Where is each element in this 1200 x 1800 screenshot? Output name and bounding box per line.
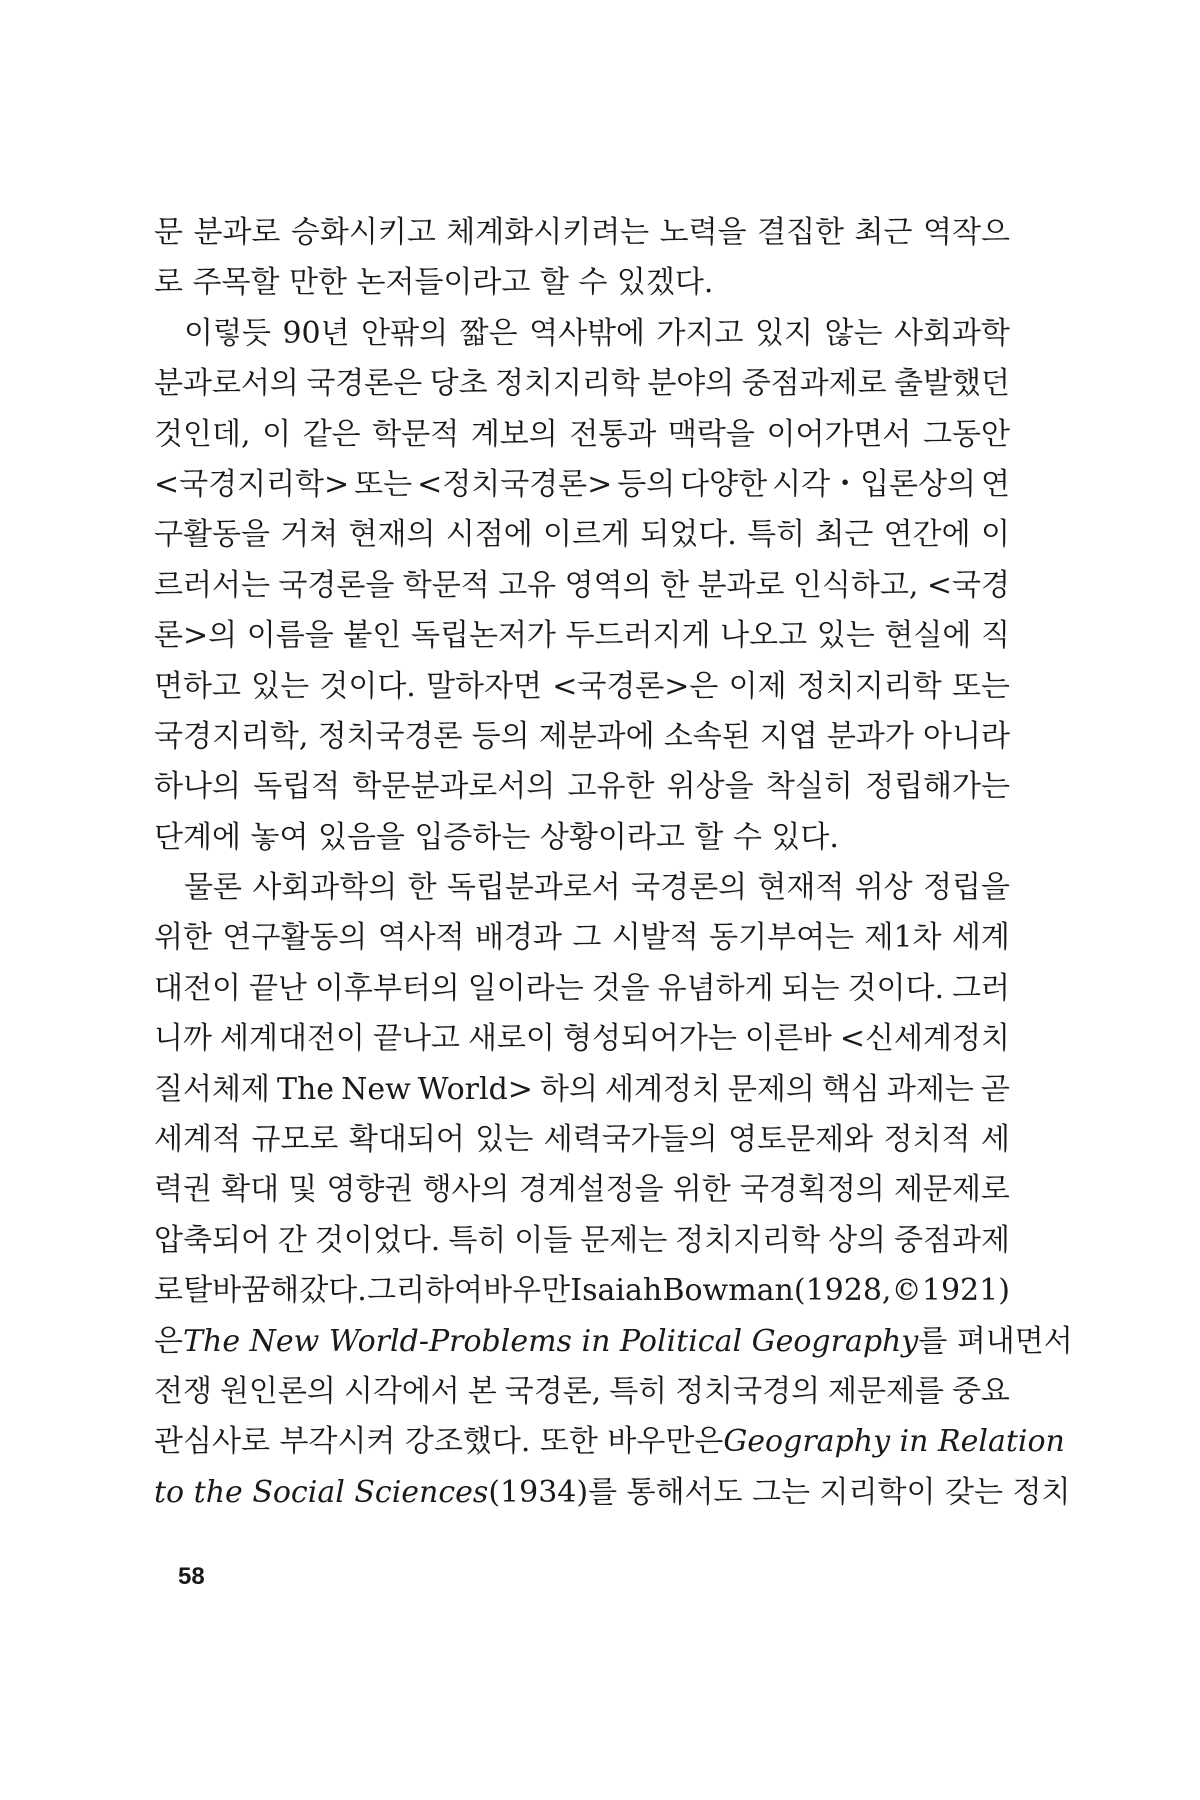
word: 정치국경론	[317, 718, 463, 754]
text-line	[154, 510, 1010, 560]
word: 분야의	[647, 366, 735, 402]
text-line	[154, 258, 1010, 308]
word: 형성되어가는	[562, 1021, 737, 1057]
text-line	[154, 762, 1010, 812]
word: 두드러지게	[565, 618, 711, 654]
word: 일이라는	[467, 970, 584, 1006]
text-line	[154, 561, 1010, 611]
text-line	[154, 309, 1010, 359]
word: 한	[407, 870, 437, 906]
word: 거쳐	[280, 517, 339, 553]
word: 정치적	[883, 1122, 971, 1158]
text-segment: 단계에 놓여 있음을 입증하는 상황이라고 할 수 있다.	[154, 819, 839, 855]
word: 붙인	[343, 618, 402, 654]
text-segment: 로 주목할 만한 논저들이라고 할 수 있겠다.	[154, 265, 714, 301]
word: The	[276, 1071, 335, 1107]
word: 최근	[815, 517, 874, 553]
word: 이	[980, 517, 1010, 553]
word: World>	[417, 1071, 533, 1107]
word: 사회과학의	[252, 870, 398, 906]
word: 확대	[221, 1172, 280, 1208]
text-line	[154, 1468, 1071, 1518]
word: 압축되어	[154, 1222, 270, 1258]
word: 정치지리학	[495, 366, 640, 402]
text-line	[154, 1065, 1010, 1115]
word: 물론	[184, 870, 242, 906]
word: 당초	[429, 366, 488, 402]
word: 세	[980, 1122, 1010, 1158]
word: 고유	[498, 567, 557, 603]
word: 되는	[781, 970, 840, 1006]
word: 문	[154, 215, 183, 250]
word: 그리하여	[367, 1273, 483, 1309]
word: 중점과제	[894, 1222, 1010, 1258]
word: 분과로	[193, 215, 281, 250]
word: 한	[660, 567, 690, 603]
word: 최근	[854, 215, 913, 250]
word: 끝난	[248, 970, 307, 1006]
word: 정치국경의	[675, 1373, 821, 1409]
word: 원인론의	[219, 1373, 336, 1409]
word: 착실히	[765, 769, 853, 805]
word: 국경론,	[504, 1373, 602, 1409]
word: <국경론>은	[552, 668, 719, 704]
word: 국경지리학,	[154, 718, 309, 754]
word: 가지고	[656, 315, 744, 351]
word: 학문적	[402, 567, 490, 603]
text-line	[154, 662, 1010, 712]
word: <국경지리학>	[154, 466, 350, 502]
word: 분과로	[697, 567, 785, 603]
text-line	[154, 460, 1010, 510]
word: 유념하게	[657, 970, 774, 1006]
word: 학문적	[372, 416, 460, 452]
word: 연구활동의	[222, 920, 368, 956]
word: 니까	[154, 1021, 212, 1057]
word: 것이었다.	[314, 1222, 441, 1258]
word: 등의	[471, 718, 530, 754]
word: 아니라	[922, 718, 1010, 754]
word: 특히	[448, 1222, 507, 1258]
word: 있는	[475, 1122, 534, 1158]
word: 노력을	[659, 215, 747, 250]
word: 이	[262, 416, 292, 452]
word: 90년	[282, 315, 350, 351]
word: 세계적	[154, 1122, 241, 1158]
word: 등의	[617, 466, 676, 502]
word: 연	[980, 466, 1010, 502]
word: <정치국경론>	[417, 466, 613, 502]
word: 말하자면	[426, 668, 542, 704]
word: 계보의	[470, 416, 558, 452]
word: 시각・입론상의	[772, 466, 976, 502]
word: 또는	[354, 466, 413, 502]
word: 국경론은	[306, 366, 423, 402]
word: 짧은	[459, 315, 518, 351]
word: 독립분과로서	[446, 870, 621, 906]
word: 현실에	[884, 618, 972, 654]
word: 론>의	[154, 618, 238, 654]
word: 현재적	[757, 870, 845, 906]
word: 력권	[154, 1172, 212, 1208]
word: 안팎의	[361, 315, 449, 351]
word: 정립해가는	[865, 769, 1010, 805]
word: 제분과에	[538, 718, 655, 754]
word: 않는	[824, 315, 883, 351]
text-line	[154, 359, 1010, 409]
word: 문제는	[580, 1222, 668, 1258]
word: 세력국가들의	[543, 1122, 718, 1158]
word: 그러	[951, 970, 1010, 1006]
italic-title: Geography in Relation	[723, 1424, 1065, 1460]
word: 되었다.	[640, 517, 737, 553]
text-line	[154, 863, 1010, 913]
word: 하나의	[154, 769, 241, 805]
text-line	[154, 208, 1010, 258]
word: 세계	[951, 920, 1010, 956]
word: 구활동을	[154, 517, 270, 553]
word: 위상	[854, 870, 913, 906]
word: 1921)	[921, 1273, 1010, 1309]
word: 상의	[828, 1222, 887, 1258]
text-line	[154, 1317, 1073, 1367]
word: 같은	[302, 416, 361, 452]
word: 이들	[514, 1222, 573, 1258]
word: 규모로	[251, 1122, 339, 1158]
word: 독립논저가	[411, 618, 556, 654]
word: 하의	[539, 1071, 598, 1107]
text-line	[154, 1014, 1010, 1064]
word: <국경	[926, 567, 1010, 603]
word: 것을	[591, 970, 650, 1006]
text-segment: 를 펴내면서	[918, 1323, 1073, 1359]
word: 이름을	[246, 618, 334, 654]
word: 및	[288, 1172, 318, 1208]
word: 과제는	[886, 1071, 974, 1107]
word: 국경론의	[631, 870, 748, 906]
text-segment: (1934)를 통해서도 그는 지리학이 갖는 정치	[488, 1474, 1071, 1510]
word: 것이다.	[847, 970, 944, 1006]
word: 정치지리학	[796, 668, 942, 704]
word: 전쟁	[154, 1373, 212, 1409]
word: 시발적	[611, 920, 699, 956]
word: 탈바꿈해	[183, 1273, 300, 1309]
word: 본	[467, 1373, 497, 1409]
text-line	[154, 712, 1010, 762]
word: 학문분과로서의	[352, 769, 556, 805]
page-number: 58	[178, 1563, 205, 1590]
word: 역사적	[377, 920, 465, 956]
text-segment: 관심사로 부각시켜 강조했다. 또한 바우만은	[154, 1424, 724, 1460]
word: 중점과제로	[741, 366, 887, 402]
text-segment: 은	[154, 1323, 183, 1359]
word: 특히	[609, 1373, 668, 1409]
word: 핵심	[821, 1071, 880, 1107]
word: 위한	[154, 920, 212, 956]
text-line	[154, 611, 1010, 661]
word: 소속된	[663, 718, 751, 754]
italic-title: The New World-Problems in Political Geography	[182, 1323, 919, 1359]
word: 지엽	[759, 718, 818, 754]
word: 영향권	[326, 1172, 414, 1208]
word: 이어가면서	[766, 416, 912, 452]
word: 연간에	[883, 517, 971, 553]
word: 시점에	[445, 517, 533, 553]
word: 행사의	[422, 1172, 510, 1208]
word: 경계설정을	[518, 1172, 664, 1208]
text-line	[154, 913, 1010, 963]
word: 세계정치	[604, 1071, 721, 1107]
word: 배경과	[475, 920, 562, 956]
word: 고유한	[567, 769, 655, 805]
word: 또는	[951, 668, 1010, 704]
word: 영토문제와	[728, 1122, 874, 1158]
word: 있는	[251, 668, 310, 704]
word: 그동안	[923, 416, 1010, 452]
text-line	[154, 1367, 1010, 1417]
text-line	[154, 1216, 1010, 1266]
word: 동기부여는	[709, 920, 855, 956]
word: 분과로서의	[154, 366, 299, 402]
body-text	[154, 208, 1073, 1518]
word: 이른바	[744, 1021, 832, 1057]
word: 제문제로	[893, 1172, 1010, 1208]
word: 결집한	[757, 215, 845, 250]
text-line	[154, 1115, 1010, 1165]
word: 현재의	[348, 517, 436, 553]
word: 출발했던	[894, 366, 1010, 402]
word: 나오고	[720, 618, 808, 654]
word: 것이다.	[319, 668, 416, 704]
word: 제문제를	[828, 1373, 944, 1409]
word: 인식하고,	[792, 567, 919, 603]
word: 독립적	[253, 769, 341, 805]
word: 갔다.	[299, 1273, 367, 1309]
word: 새로이	[467, 1021, 555, 1057]
word: 곧	[980, 1071, 1010, 1107]
word: 질서체제	[154, 1071, 270, 1107]
word: 시각에서	[343, 1373, 460, 1409]
text-line	[154, 1165, 1010, 1215]
word: 로	[154, 1273, 183, 1309]
word: 세계대전이	[220, 1021, 365, 1057]
word: 사회과학	[893, 315, 1010, 351]
word: 면하고	[154, 668, 241, 704]
word: Bowman(1928,	[662, 1273, 892, 1309]
word: 체계화시키려는	[446, 215, 650, 250]
word: 제1차	[864, 920, 942, 956]
word: 것인데,	[154, 416, 251, 452]
word: Isaiah	[570, 1273, 663, 1309]
word: 있는	[816, 618, 875, 654]
word: 분과가	[826, 718, 914, 754]
word: 전통과	[569, 416, 657, 452]
word: 위한	[672, 1172, 731, 1208]
word: 역사밖에	[529, 315, 646, 351]
word: 맥락을	[667, 416, 755, 452]
text-line	[154, 1417, 1065, 1467]
word: 역작으	[922, 215, 1010, 250]
text-line	[154, 964, 1010, 1014]
word: 그	[572, 920, 602, 956]
text-line	[154, 1266, 1010, 1316]
word: 특히	[747, 517, 806, 553]
word: <신세계정치	[839, 1021, 1010, 1057]
word: 정치지리학	[675, 1222, 821, 1258]
word: 문제의	[727, 1071, 815, 1107]
word: 영역의	[564, 567, 652, 603]
word: 국경론을	[278, 567, 395, 603]
word: 이후부터의	[314, 970, 460, 1006]
word: 간	[277, 1222, 307, 1258]
word: 중요	[951, 1373, 1010, 1409]
word: 국경획정의	[739, 1172, 885, 1208]
text-line	[154, 410, 1010, 460]
word: 다양한	[680, 466, 768, 502]
word: 정립을	[923, 870, 1010, 906]
word: ©	[891, 1273, 922, 1309]
word: 이제	[728, 668, 787, 704]
word: 대전이	[154, 970, 241, 1006]
word: 위상을	[666, 769, 754, 805]
text-line	[154, 813, 1010, 863]
word: 르러서는	[154, 567, 270, 603]
word: 직	[980, 618, 1010, 654]
word: 이르게	[543, 517, 630, 553]
word: New	[341, 1071, 411, 1107]
word: 바우만	[483, 1273, 571, 1309]
word: 있지	[755, 315, 813, 351]
italic-title: to the Social Sciences	[154, 1474, 489, 1510]
word: 승화시키고	[290, 215, 436, 250]
word: 이렇듯	[184, 315, 271, 351]
word: 끝나고	[372, 1021, 460, 1057]
word: 확대되어	[348, 1122, 465, 1158]
